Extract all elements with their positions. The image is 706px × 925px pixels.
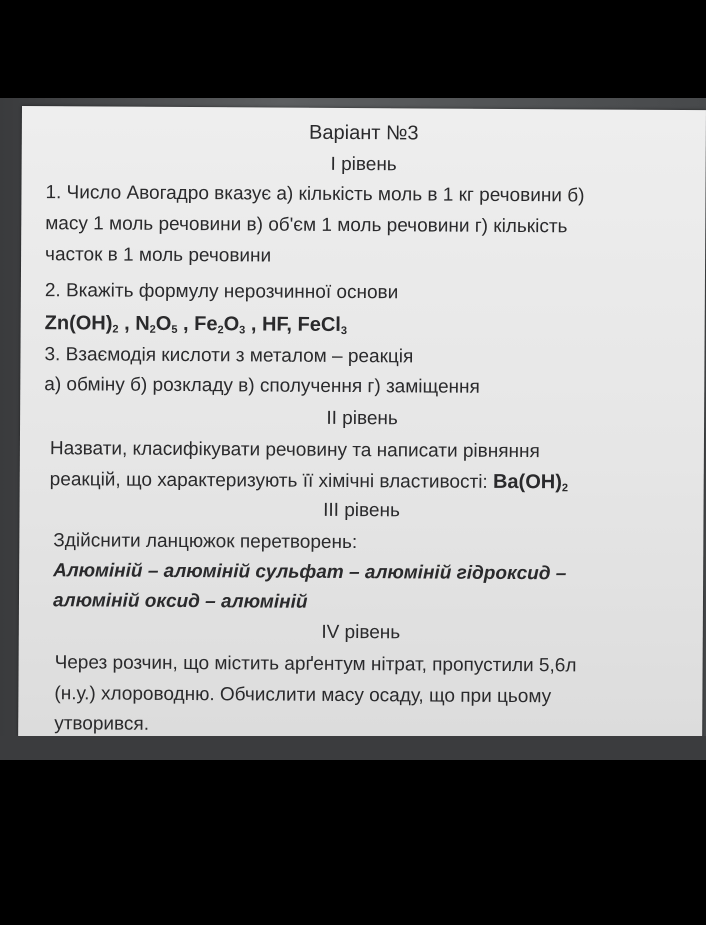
document-photo (0, 98, 706, 760)
task2-line-1: Назвати, класифікувати речовину та написати рівняння (49, 438, 540, 463)
formula-fecl3: FeCl$_3$ (297, 313, 348, 337)
q1-line-1: 1. Число Авогадро вказує а) кількість моль в 1 кг речовини б) (45, 182, 585, 207)
level-2-heading: II рівень (326, 407, 398, 430)
task2-line-2: реакцій, що характеризують її хімічні властивості: $Ba(OH)_2$ (49, 469, 569, 495)
q3-line-1: 3. Взаємодія кислоти з металом – реакція (44, 344, 414, 368)
formula-fe2o3: $Fe_2O_3$ (194, 313, 246, 337)
task3-chain-line-1: Алюміній – алюміній сульфат – алюміній гідроксид – (53, 560, 567, 585)
formula-ba-oh2: $Ba(OH)_2$ (492, 470, 569, 495)
q3-line-2: а) обміну б) розкладу в) сполучення г) заміщення (44, 374, 480, 398)
q1-line-3: часток в 1 моль речовини (45, 244, 272, 267)
table-surface (0, 736, 706, 760)
task4-line-3: утворився. (54, 713, 150, 735)
task4-line-1: Через розчин, що містить арґентум нітрат, пропустили 5,6л (54, 652, 577, 677)
task3-line-1: Здійснити ланцюжок перетворень: (53, 530, 358, 554)
q2-formulas: $Zn(OH)_2$ , $N_2O_5$ , $Fe_2O_3$ , HF, FeCl$_3$ (44, 312, 348, 337)
worksheet-page (18, 106, 706, 740)
level-3-heading: III рівень (323, 499, 400, 522)
q2-line-1: 2. Вкажіть формулу нерозчинної основи (44, 280, 399, 304)
level-1-heading: I рівень (330, 153, 397, 176)
formula-zn-oh2: $Zn(OH)_2$ (44, 312, 119, 336)
variant-title: Варіант №3 (309, 121, 419, 145)
level-4-heading: IV рівень (321, 621, 401, 644)
task3-chain-line-2: алюміній оксид – алюміній (52, 590, 308, 613)
formula-n2o5: $N_2O_5$ (135, 312, 178, 336)
q1-line-2: масу 1 моль речовини в) об'єм 1 моль речовини г) кількість (45, 213, 568, 238)
task4-line-2: (н.у.) хлороводню. Обчислити масу осаду, що при цьому (54, 683, 552, 708)
